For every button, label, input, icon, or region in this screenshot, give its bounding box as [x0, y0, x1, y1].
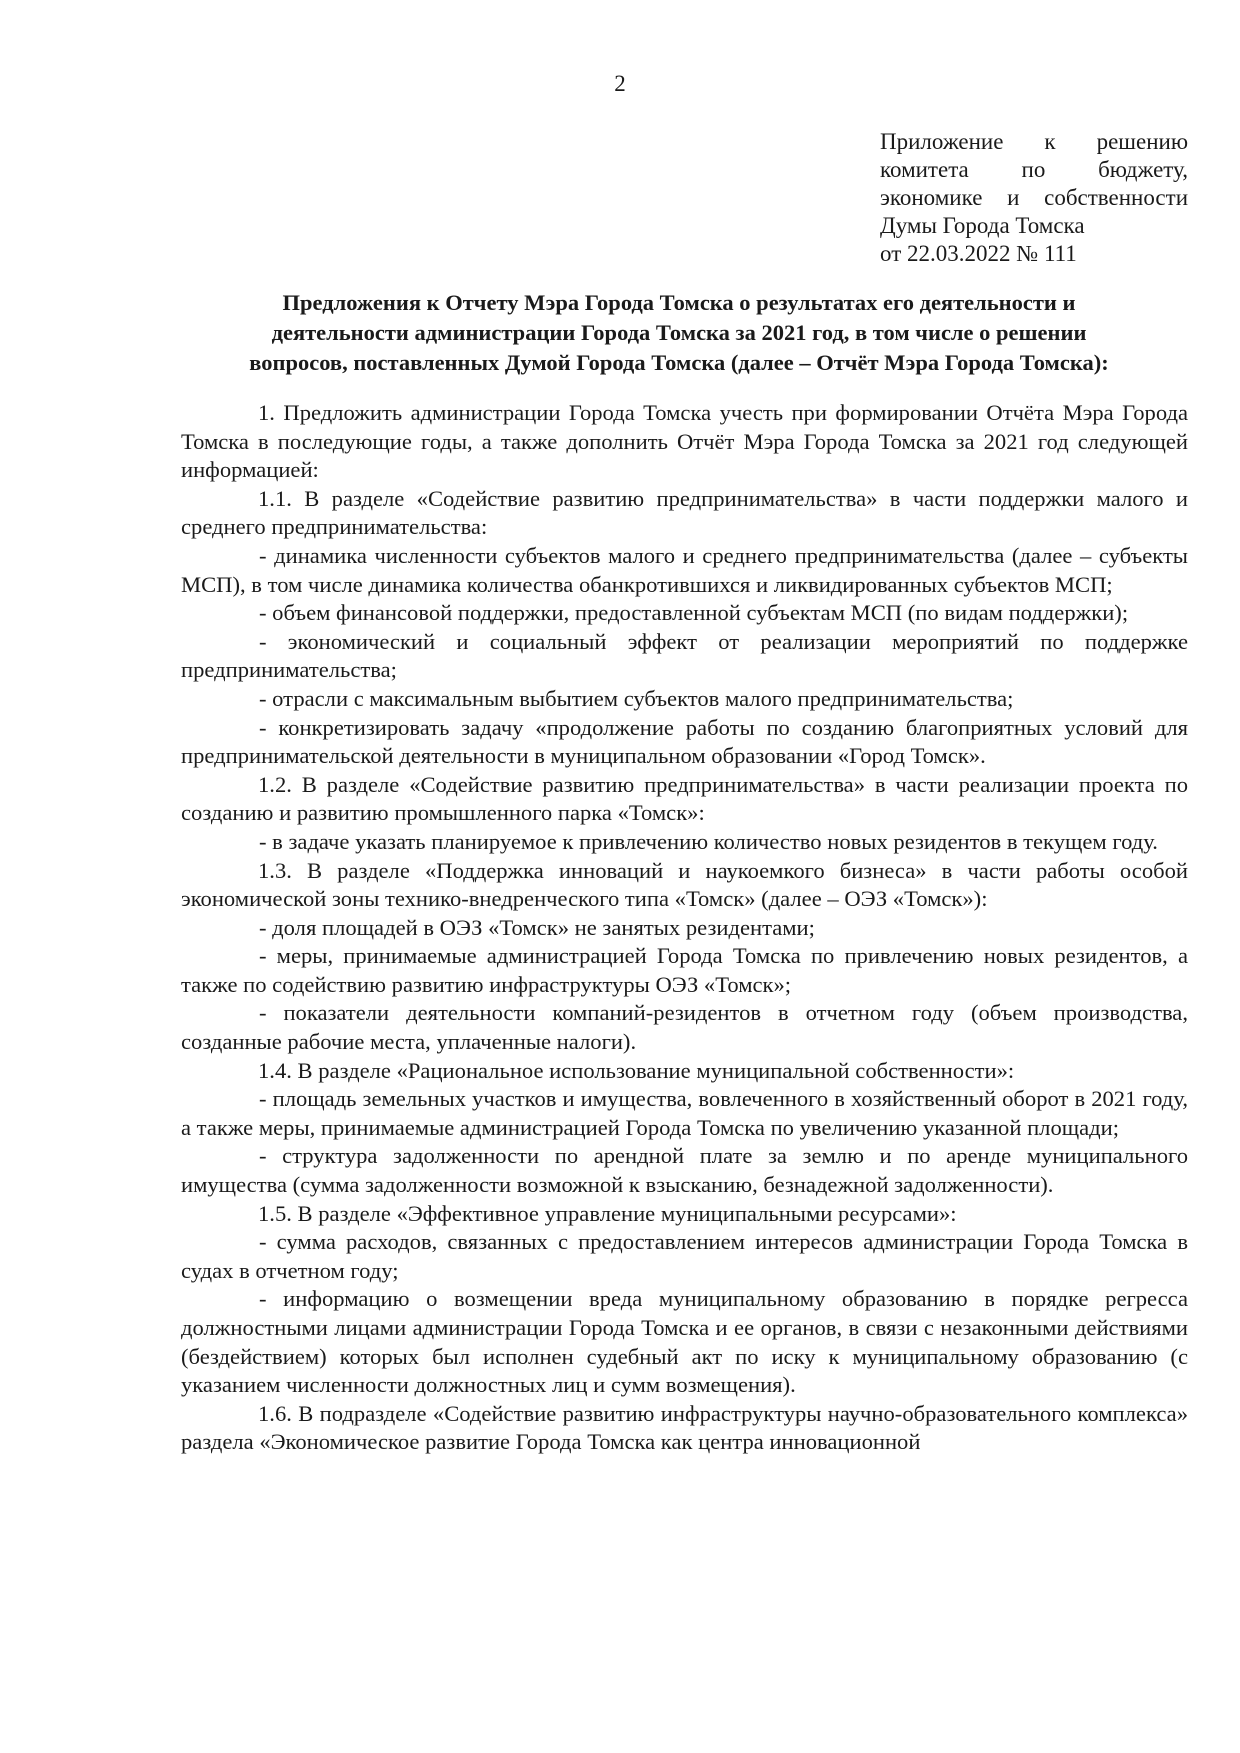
- list-item: - в задаче указать планируемое к привлечению количество новых резидентов в текущем году.: [259, 828, 1158, 854]
- title-line: деятельности администрации Города Томска за 2021 год, в том числе о решении: [271, 320, 1087, 345]
- appendix-date-line: от 22.03.2022 № 111: [880, 241, 1077, 266]
- list-item: - отрасли с максимальным выбытием субъектов малого предпринимательства;: [259, 685, 1014, 711]
- appendix-line: экономике и собственности: [880, 185, 1188, 210]
- list-item: - объем финансовой поддержки, предоставленной субъектам МСП (по видам поддержки);: [259, 600, 1129, 626]
- title-line: Предложения к Отчету Мэра Города Томска о результатах его деятельности и: [282, 290, 1076, 315]
- list-item: - показатели деятельности компаний-резидентов в отчетном году (объем производства, созданные рабочие места, уплаченные налоги).: [181, 1000, 1188, 1055]
- document-title: [170, 288, 1188, 378]
- document-body: [181, 399, 1188, 1457]
- list-item: - доля площадей в ОЭЗ «Томск» не занятых резидентами;: [259, 914, 815, 940]
- list-item: - конкретизировать задачу «продолжение работы по созданию благоприятных условий для предпринимательской деятельности в муниципальном образовании «Город Томск».: [181, 714, 1188, 769]
- paragraph-1-5: 1.5. В разделе «Эффективное управление муниципальными ресурсами»:: [258, 1200, 957, 1226]
- title-line: вопросов, поставленных Думой Города Томска (далее – Отчёт Мэра Города Томска):: [249, 350, 1109, 375]
- list-item: - информацию о возмещении вреда муниципальному образованию в порядке регресса должностными лицами администрации Города Томска и ее органов, в связи с незаконными действиями (бездействием) которых был исполнен судебный акт по иску к муниципальному образованию (с указанием численности должностных лиц и сумм возмещения).: [181, 1286, 1188, 1398]
- paragraph-1-1: 1.1. В разделе «Содействие развитию предпринимательства» в части поддержки малого и среднего предпринимательства:: [181, 485, 1188, 540]
- list-item: - динамика численности субъектов малого и среднего предпринимательства (далее – субъекты МСП), в том числе динамика количества обанкротившихся и ликвидированных субъектов МСП;: [181, 542, 1188, 597]
- paragraph-1-6: 1.6. В подразделе «Содействие развитию инфраструктуры научно-образовательного комплекса» раздела «Экономическое развитие Города Томска как центра инновационной: [181, 1400, 1188, 1455]
- list-item: - структура задолженности по арендной плате за землю и по аренде муниципального имущества (сумма задолженности возможной к взысканию, безнадежной задолженности).: [181, 1143, 1188, 1198]
- paragraph-1-4: 1.4. В разделе «Рациональное использование муниципальной собственности»:: [258, 1057, 1015, 1083]
- list-item: - сумма расходов, связанных с предоставлением интересов администрации Города Томска в судах в отчетном году;: [181, 1229, 1188, 1283]
- page-number: 2: [614, 71, 626, 96]
- appendix-line: комитета по бюджету,: [880, 157, 1188, 182]
- list-item: - площадь земельных участков и имущества, вовлеченного в хозяйственный оборот в 2021 году, а также меры, принимаемые администрацией Города Томска по увеличению указанной площади;: [181, 1086, 1188, 1140]
- appendix-block: [880, 128, 1188, 268]
- paragraph-1-3: 1.3. В разделе «Поддержка инноваций и наукоемкого бизнеса» в части работы особой экономической зоны технико-внедренческого типа «Томск» (далее – ОЭЗ «Томск»):: [181, 857, 1188, 912]
- list-item: - экономический и социальный эффект от реализации мероприятий по поддержке предпринимательства;: [181, 628, 1188, 683]
- paragraph-1: 1. Предложить администрации Города Томска учесть при формировании Отчёта Мэра Города Томска в последующие годы, а также дополнить Отчёт Мэра Города Томска за 2021 год следующей информацией:: [181, 400, 1188, 483]
- appendix-line: Приложение к решению: [880, 129, 1188, 154]
- appendix-line: Думы Города Томска: [880, 213, 1085, 238]
- paragraph-1-2: 1.2. В разделе «Содействие развитию предпринимательства» в части реализации проекта по созданию и развитию промышленного парка «Томск»:: [181, 771, 1188, 826]
- list-item: - меры, принимаемые администрацией Города Томска по привлечению новых резидентов, а также по содействию развитию инфраструктуры ОЭЗ «Томск»;: [181, 943, 1188, 997]
